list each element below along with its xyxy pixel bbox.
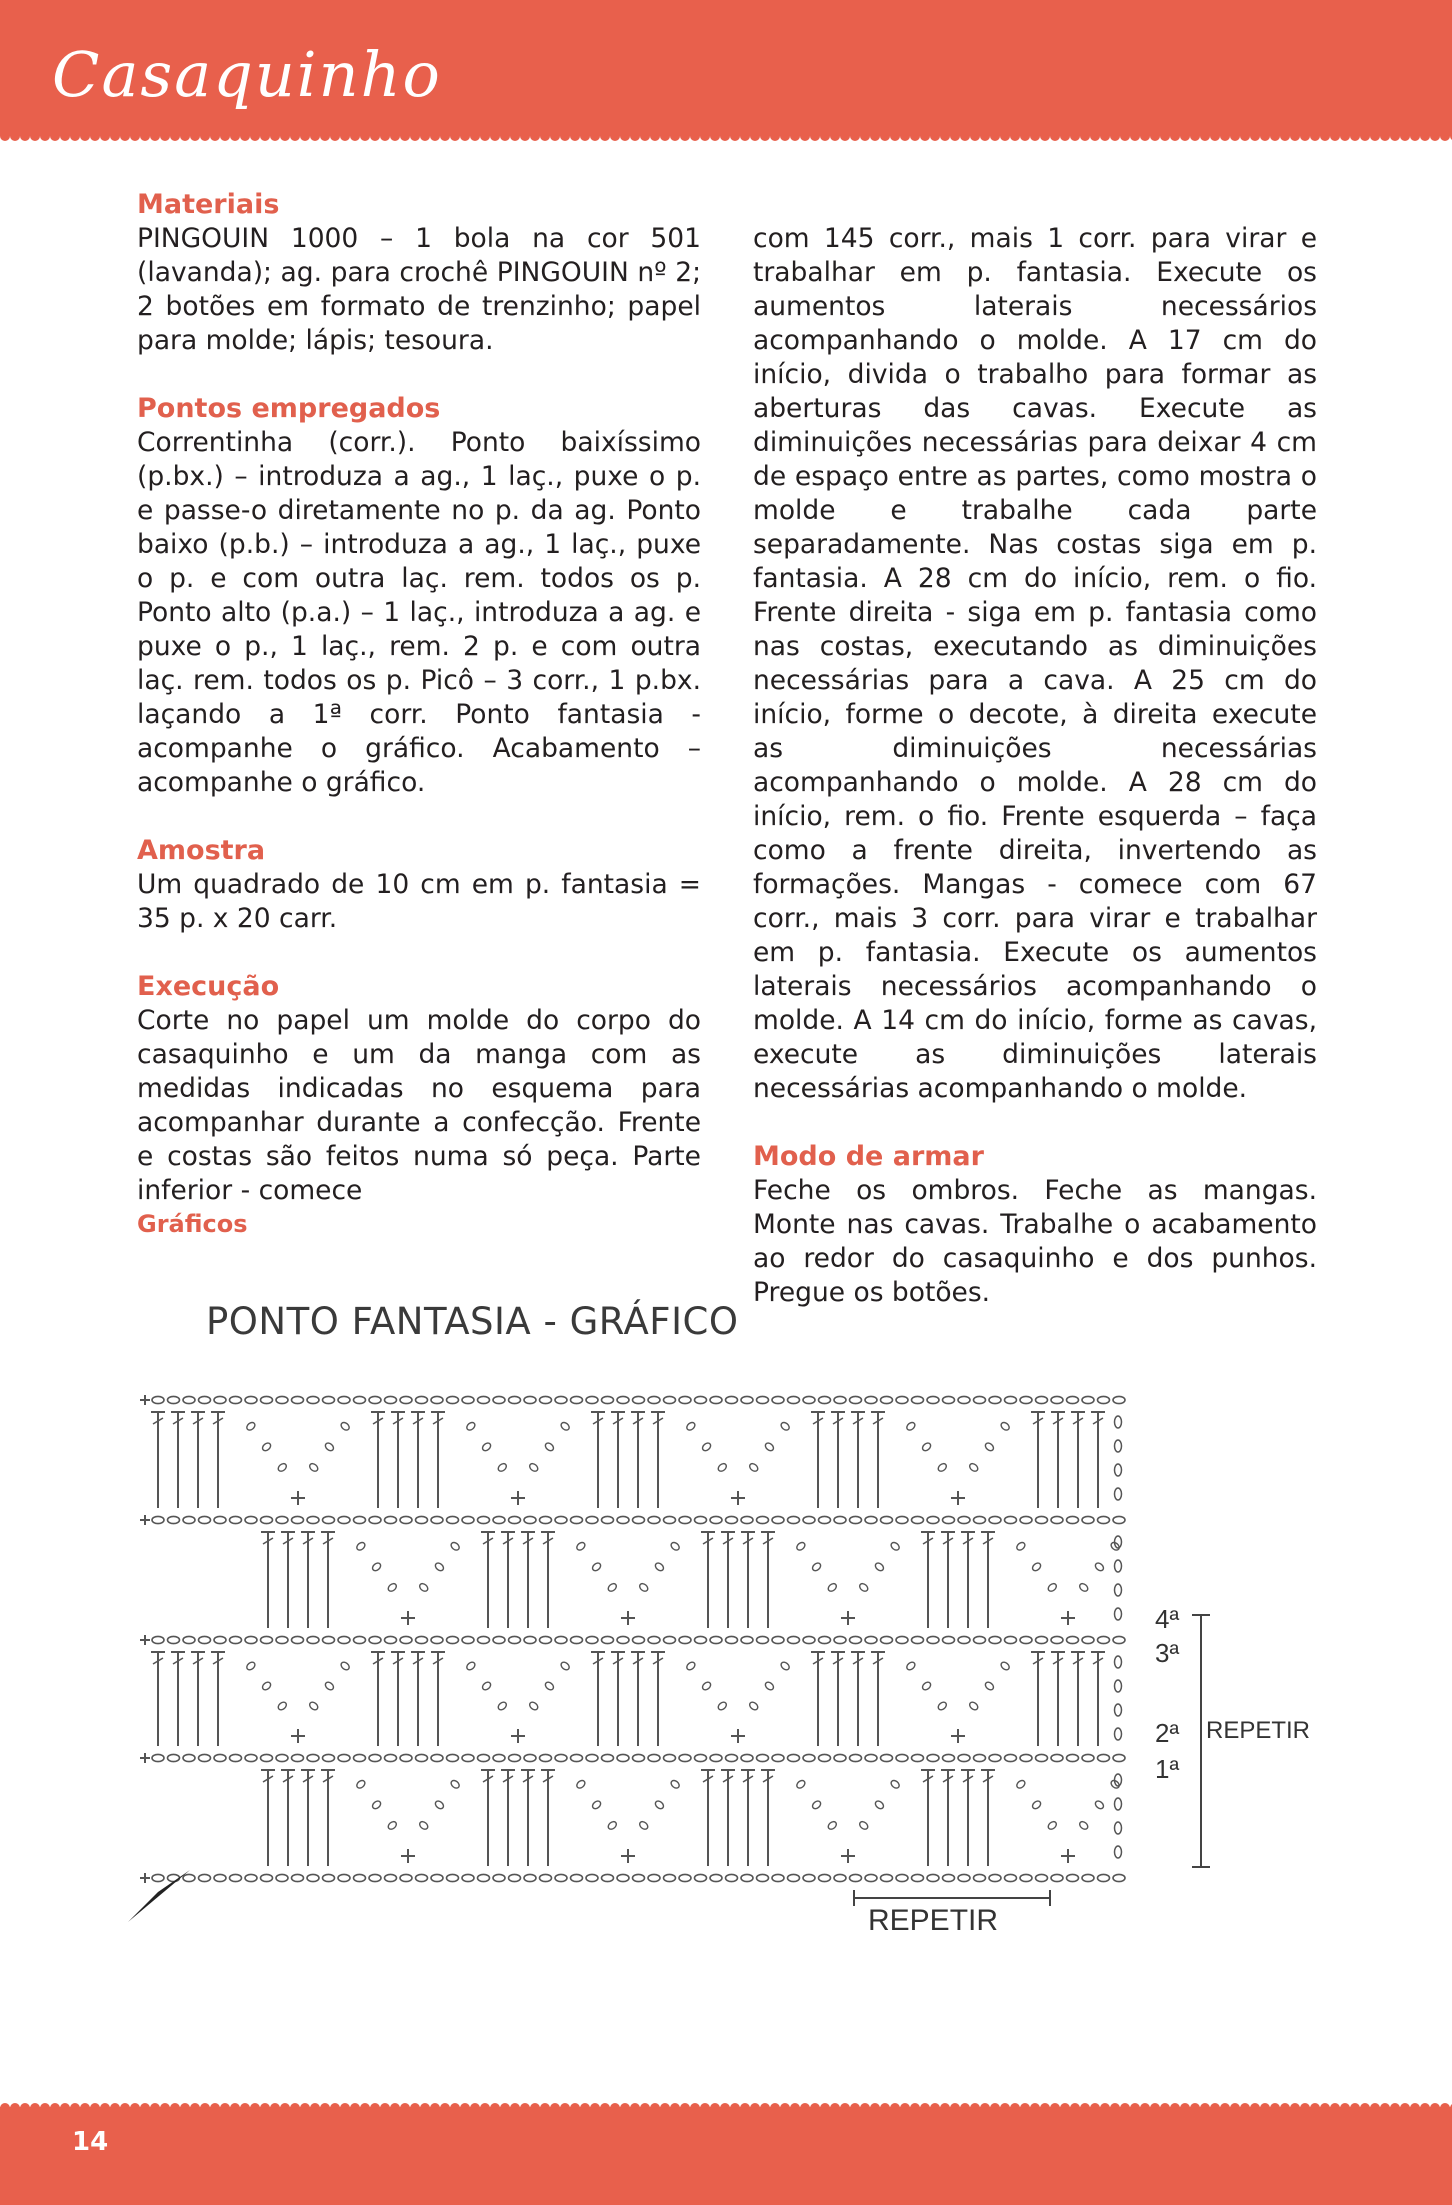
row-label-1: 1ª (1155, 1754, 1180, 1784)
amostra-heading: Amostra (137, 835, 266, 866)
row-label-3: 3ª (1155, 1638, 1180, 1668)
execucao-heading: Execução (137, 971, 280, 1002)
chart-rows (140, 1395, 1125, 1883)
row-label-2: 2ª (1155, 1718, 1180, 1748)
crochet-chart-svg (128, 1370, 1358, 1950)
row-label-4: 4ª (1155, 1604, 1180, 1634)
start-arrow-icon (128, 1870, 190, 1922)
modo-heading: Modo de armar (753, 1141, 984, 1172)
graficos-label: Gráficos (137, 1210, 248, 1238)
page-title: Casaquinho (52, 38, 442, 111)
header-scallop-edge (0, 130, 1452, 144)
pontos-heading: Pontos empregados (137, 393, 441, 424)
page-footer-band (0, 2112, 1452, 2205)
chart-title: PONTO FANTASIA - GRÁFICO (206, 1300, 739, 1343)
repeat-label-right: REPETIR (1206, 1717, 1311, 1744)
page-number: 14 (72, 2127, 109, 2157)
repeat-label-bottom: REPETIR (868, 1904, 999, 1937)
left-column (137, 188, 701, 1208)
crochet-chart (128, 1370, 1358, 1950)
materiais-text: PINGOUIN 1000 – 1 bola na cor 501 (lavanda); ag. para crochê PINGOUIN nº 2; 2 botões em formato de trenzinho; papel para molde; lápis; tesoura. (137, 223, 701, 356)
execucao-text-right: com 145 corr., mais 1 corr. para virar e trabalhar em p. fantasia. Execute os aumentos laterais necessários acompanhando o molde. A 17 cm do início, divida o trabalho para formar as aberturas das cavas. Execute as diminuições necessárias para deixar 4 cm de espaço entre as partes, como mostra o molde e trabalhe cada parte separadamente. Nas costas siga em p. fantasia. A 28 cm do início, rem. o fio. Frente direita - siga em p. fantasia como nas costas, executando as diminuições necessárias para a cava. A 25 cm do início, forme o decote, à direita execute as diminuições necessárias acompanhando o molde. A 28 cm do início, rem. o fio. Frente esquerda – faça como a frente direita, invertendo as formações. Mangas - comece com 67 corr., mais 3 corr. para virar e trabalhar em p. fantasia. Execute os aumentos laterais necessários acompanhando o molde. A 14 cm do início, forme as cavas, execute as diminuições laterais necessárias acompanhando o molde. (753, 223, 1317, 1104)
execucao-text-left: Corte no papel um molde do corpo do casaquinho e um da manga com as medidas indicadas no esquema para acompanhar durante a confecção. Frente e costas são feitos numa só peça. Parte inferior - comece (137, 1005, 701, 1206)
materiais-heading: Materiais (137, 189, 280, 220)
modo-text: Feche os ombros. Feche as mangas. Monte nas cavas. Trabalhe o acabamento ao redor do casaquinho e dos punhos. Pregue os botões. (753, 1175, 1317, 1308)
right-column (753, 222, 1317, 1344)
amostra-text: Um quadrado de 10 cm em p. fantasia = 35 p. x 20 carr. (137, 869, 701, 934)
pontos-text: Correntinha (corr.). Ponto baixíssimo (p.bx.) – introduza a ag., 1 laç., puxe o p. e passe-o diretamente no p. da ag. Ponto baixo (p.b.) – introduza a ag., 1 laç., puxe o p. e com outra laç. rem. todos os p. Ponto alto (p.a.) – 1 laç., introduza a ag. e puxe o p., 1 laç., rem. 2 p. e com outra laç. rem. todos os p. Picô – 3 corr., 1 p.bx. laçando a 1ª corr. Ponto fantasia - acompanhe o gráfico. Acabamento – acompanhe o gráfico. (137, 427, 701, 798)
